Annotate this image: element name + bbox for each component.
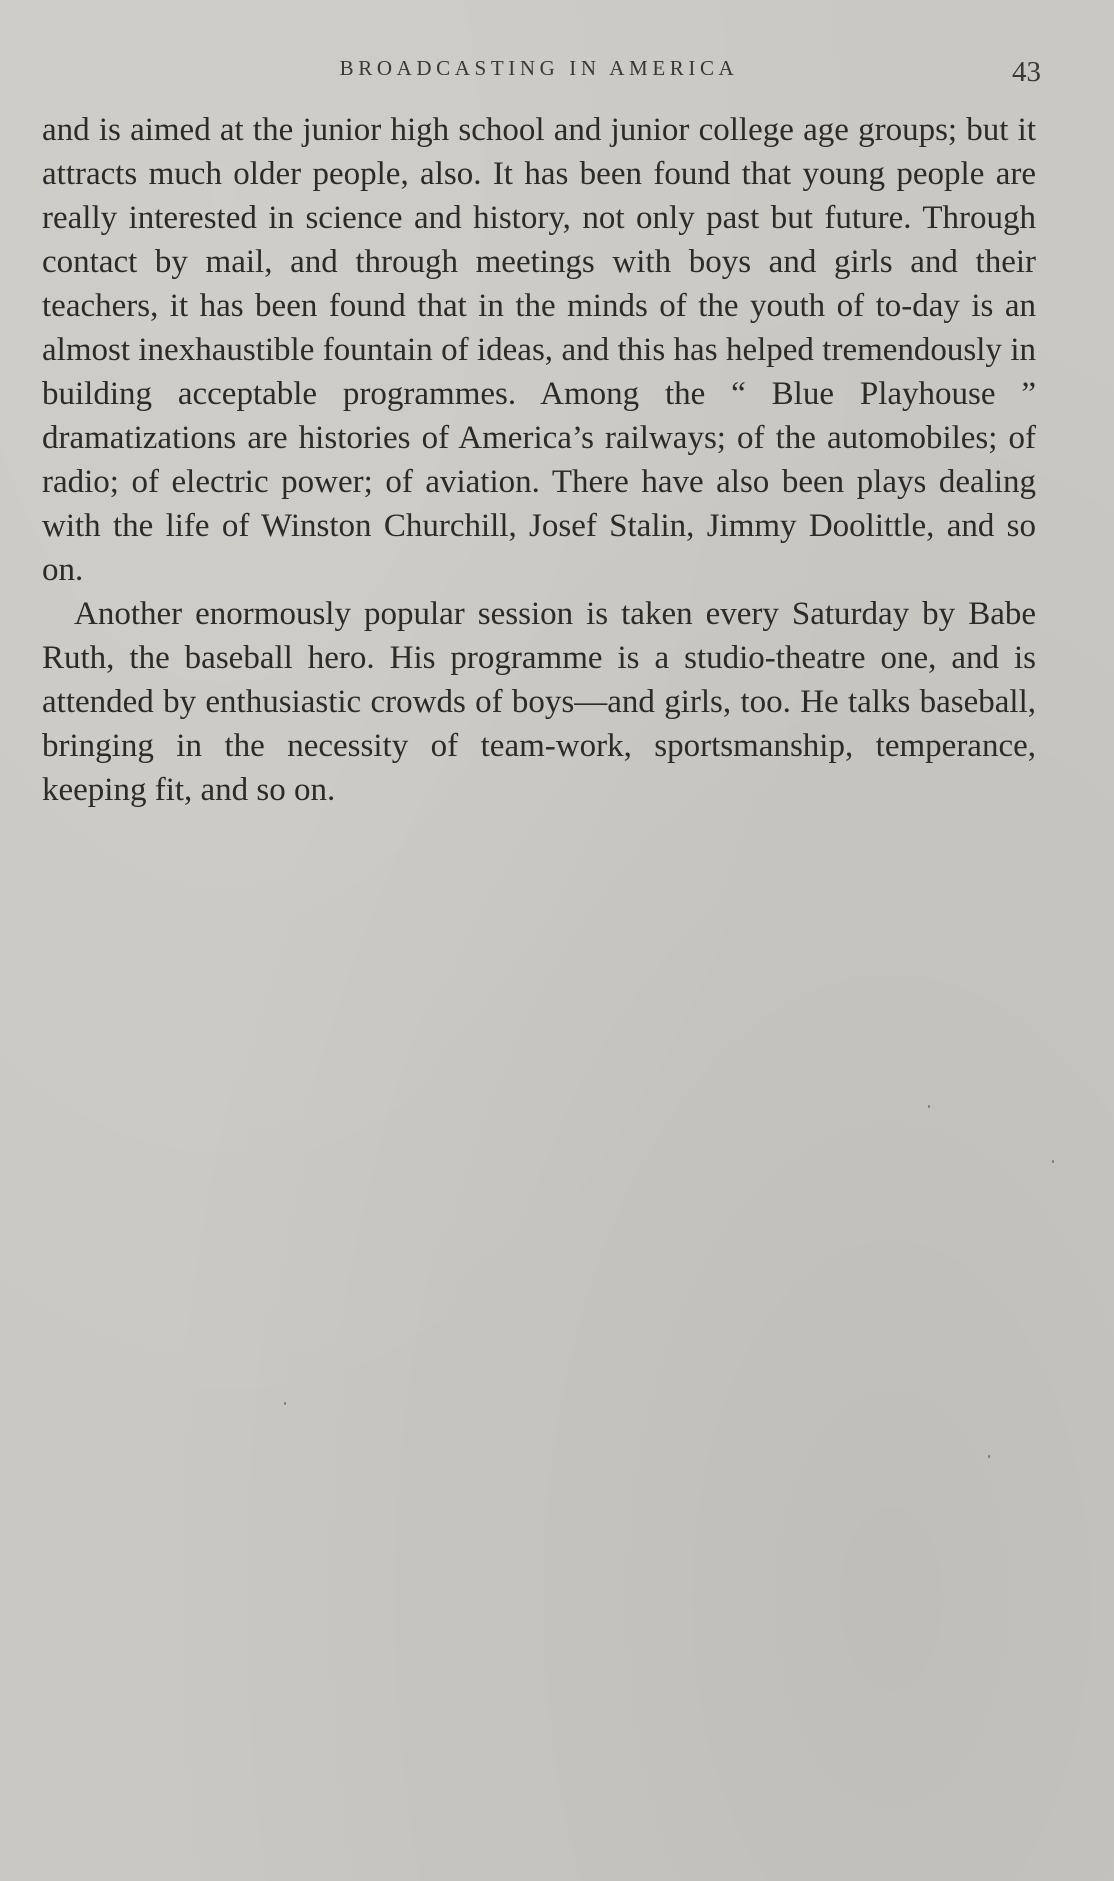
paper-speck — [1052, 1160, 1054, 1163]
paragraph-2: Another enormously popular session is taken every Saturday by Babe Ruth, the baseball hero. His programme is a studio-theatre one, and is attended by enthusiastic crowds of boys—and girls, too. He talks baseball, bringing in the necessity of team-work, sportsmanship, temperance, keeping fit, and so on. — [42, 596, 1036, 808]
running-title: BROADCASTING IN AMERICA — [339, 56, 739, 80]
body-text — [42, 108, 1036, 812]
page-number: 43 — [1012, 56, 1041, 88]
paper-speck — [284, 1402, 286, 1405]
paragraph-1: and is aimed at the junior high school and junior college age groups; but it attracts much older people, also. It has been found that young people are really interested in science and history, not only past but future. Through contact by mail, and through meetings with boys and girls and their teachers, it has been found that in the minds of the youth of to-day is an almost inexhaustible fountain of ideas, and this has helped tremendously in building acceptable programmes. Among the “ Blue Playhouse ” dramatizations are histories of America’s railways; of the automobiles; of radio; of electric power; of aviation. There have also been plays dealing with the life of Winston Churchill, Josef Stalin, Jimmy Doolittle, and so on. — [42, 112, 1036, 588]
running-head — [42, 56, 1041, 96]
paper-speck — [988, 1455, 990, 1458]
paper-speck — [928, 1105, 930, 1108]
